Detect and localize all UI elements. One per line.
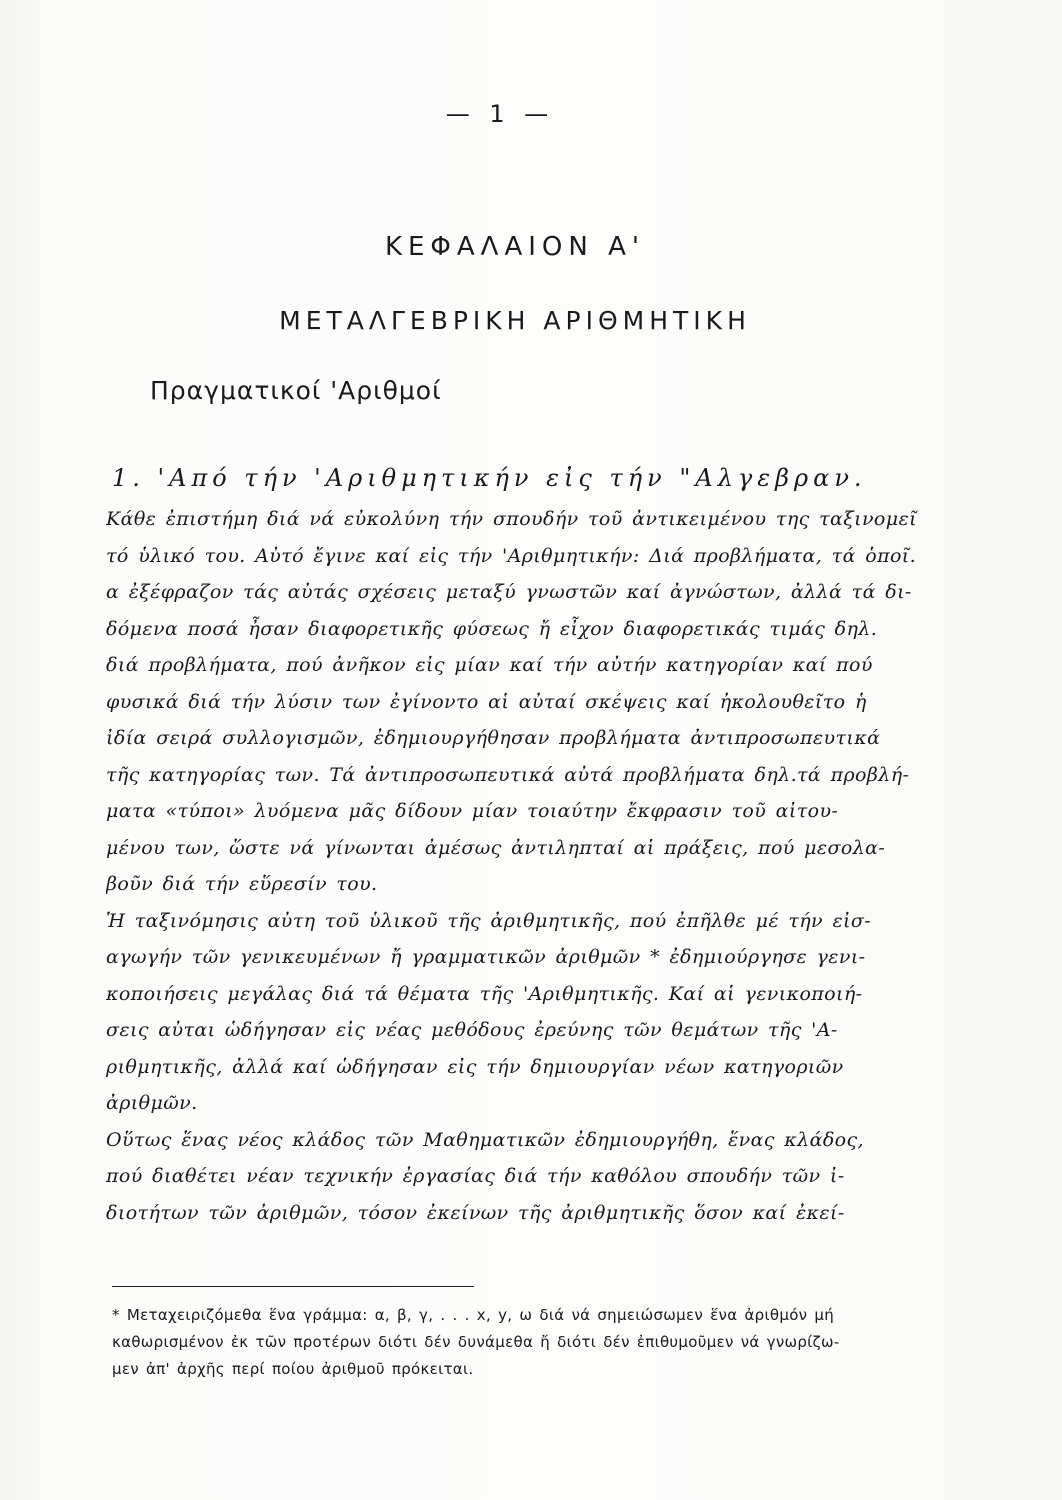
body-line: κοποιήσεις μεγάλας διά τά θέματα τῆς 'Αριθμητικῆς. Καί αἱ γενικοποιή- (106, 982, 863, 1005)
footnote-line: μεν ἀπ' ἀρχῆς περί ποίου ἀριθμοῦ πρόκειται. (112, 1360, 474, 1378)
body-line: α ἐξέφραζον τάς αὐτάς σχέσεις μεταξύ γνωστῶν καί ἀγνώστων, ἀλλά τά δι- (106, 581, 912, 603)
section-heading: Πραγματικοί 'Αριθμοί (150, 376, 442, 405)
page-number: — 1 — (445, 100, 555, 128)
body-line: διοτήτων τῶν ἀριθμῶν, τόσον ἐκείνων τῆς ἀριθμητικῆς ὅσον καί ἐκεί- (106, 1201, 845, 1224)
body-line: ριθμητικῆς, ἀλλά καί ὡδήγησαν εἰς τήν δημιουργίαν νέων κατηγοριῶν (106, 1055, 844, 1078)
body-line: ἀριθμῶν. (106, 1092, 198, 1114)
body-line: Κάθε ἐπιστήμη διά νά εὐκολύνη τήν σπουδήν τοῦ ἀντικειμένου της ταξινομεῖ (106, 508, 917, 530)
body-text (106, 501, 926, 1231)
subsection-heading: 1. 'Από τήν 'Αριθμητικήν εἰς τήν "Αλγεβραν. (112, 464, 867, 492)
footnote (112, 1302, 922, 1383)
body-line: διά προβλήματα, πού ἀνῆκον εἰς μίαν καί τήν αὐτήν κατηγορίαν καί πού (106, 654, 873, 676)
footnote-divider (112, 1286, 474, 1287)
footnote-line: καθωρισμένον ἐκ τῶν προτέρων διότι δέν δυνάμεθα ἤ διότι δέν ἐπιθυμοῦμεν νά γνωρίζω- (112, 1333, 840, 1351)
body-line: τό ὑλικό του. Αὐτό ἔγινε καί εἰς τήν 'Αριθμητικήν: Διά προβλήματα, τά ὁποῖ. (106, 544, 917, 567)
chapter-title: ΚΕΦΑΛΑΙΟΝ Α' (384, 232, 646, 262)
body-line: τῆς κατηγορίας των. Τά ἀντιπροσωπευτικά αὐτά προβλήματα δηλ.τά προβλή- (106, 763, 910, 786)
body-line: Οὕτως ἕνας νέος κλάδος τῶν Μαθηματικῶν ἐδημιουργήθη, ἕνας κλάδος, (106, 1128, 864, 1151)
body-line: ἰδία σειρά συλλογισμῶν, ἐδημιουργήθησαν προβλήματα ἀντιπροσωπευτικά (106, 727, 881, 749)
body-line: δόμενα ποσά ἦσαν διαφορετικῆς φύσεως ἤ εἶχον διαφορετικάς τιμάς δηλ. (106, 617, 878, 640)
chapter-subtitle: ΜΕΤΑΛΓΕΒΡΙΚΗ ΑΡΙΘΜΗΤΙΚΗ (279, 306, 751, 335)
body-line: φυσικά διά τήν λύσιν των ἐγίνοντο αἱ αὐταί σκέψεις καί ἠκολουθεῖτο ἡ (106, 690, 867, 713)
body-line: μένου των, ὥστε νά γίνωνται ἀμέσως ἀντιληπταί αἱ πράξεις, πού μεσολα- (106, 836, 886, 859)
body-line: πού διαθέτει νέαν τεχνικήν ἐργασίας διά τήν καθόλου σπουδήν τῶν ἰ- (106, 1165, 845, 1187)
footnote-line: * Μεταχειριζόμεθα ἕνα γράμμα: α, β, γ, . . . x, y, ω διά νά σημειώσωμεν ἕνα ἀριθμόν μή (112, 1306, 835, 1324)
body-line: Ἡ ταξινόμησις αὐτη τοῦ ὑλικοῦ τῆς ἀριθμητικῆς, πού ἐπῆλθε μέ τήν εἰσ- (106, 909, 872, 932)
body-line: ματα «τύποι» λυόμενα μᾶς δίδουν μίαν τοιαύτην ἔκφρασιν τοῦ αἰτου- (106, 800, 839, 822)
body-line: αγωγήν τῶν γενικευμένων ἤ γραμματικῶν ἀριθμῶν * ἐδημιούργησε γενι- (106, 946, 866, 968)
body-line: βοῦν διά τήν εὕρεσίν του. (106, 873, 378, 895)
body-line: σεις αὐται ὡδήγησαν εἰς νέας μεθόδους ἐρεύνης τῶν θεμάτων τῆς 'Α- (106, 1019, 838, 1041)
